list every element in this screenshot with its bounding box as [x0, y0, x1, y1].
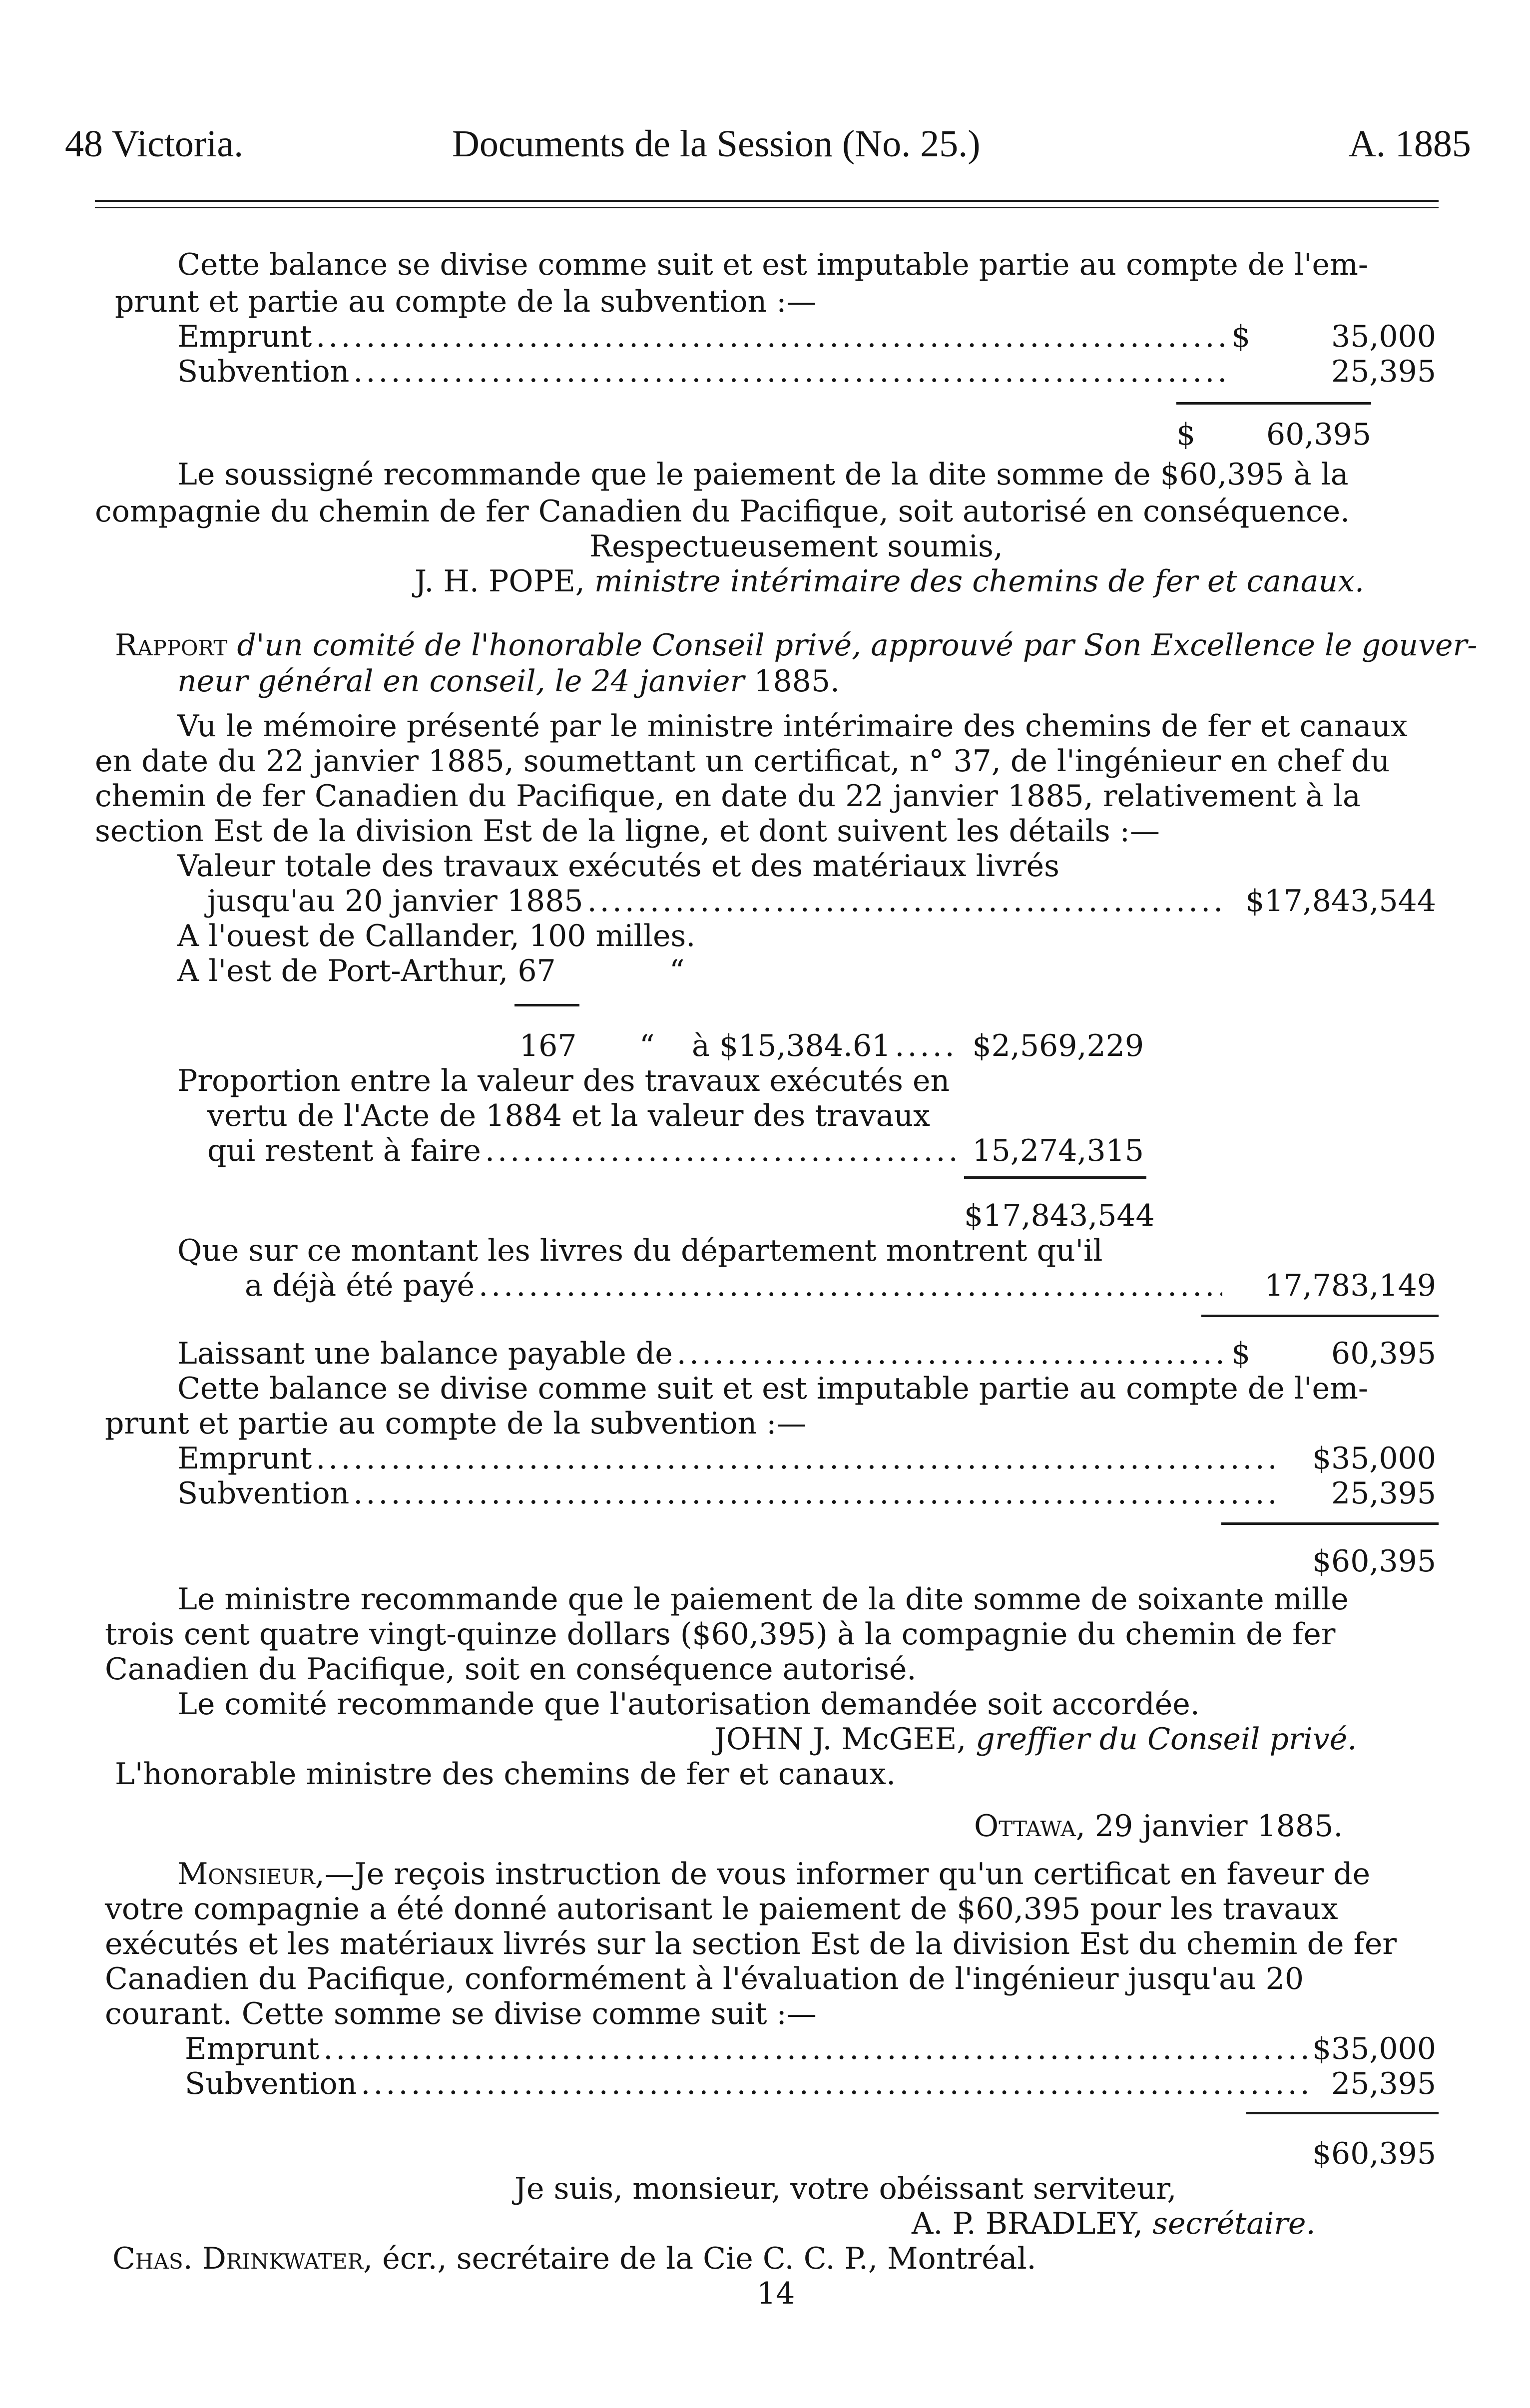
- header-rule-bottom: [95, 207, 1439, 208]
- leader-dots: [353, 357, 1227, 387]
- letter-emprunt-value: $35,000: [1312, 2031, 1436, 2066]
- letter-signer-title: secrétaire.: [1152, 2206, 1316, 2241]
- leader-dots: [677, 1339, 1227, 1369]
- reco-line-1: Le ministre recommande que le paiement de la dite somme de soixante mille: [177, 1582, 1349, 1617]
- restent-label: qui restent à faire: [207, 1133, 481, 1168]
- split-line2: prunt et partie au compte de la subvention :—: [105, 1406, 807, 1441]
- letter-signer: A. P. BRADLEY,: [912, 2206, 1143, 2241]
- letter-emprunt-row: [185, 2031, 1436, 2066]
- letter-subvention-label: Subvention: [185, 2066, 357, 2101]
- letter-emprunt-label: Emprunt: [185, 2031, 320, 2066]
- que-line1: Que sur ce montant les livres du département montrent qu'il: [177, 1233, 1103, 1268]
- memo-signer: JOHN J. McGEE,: [714, 1722, 967, 1757]
- letter-recipient-name: Chas. Drinkwater,: [112, 2241, 373, 2276]
- est-ditto: “: [669, 954, 685, 988]
- letter-recipient: [112, 2241, 1036, 2276]
- ouest-line: A l'ouest de Callander, 100 milles.: [177, 919, 696, 954]
- restent-row: [207, 1133, 1144, 1168]
- page-number: 14: [757, 2276, 795, 2311]
- balance-label: Laissant une balance payable de: [177, 1336, 673, 1371]
- paye-rule: [1201, 1315, 1439, 1317]
- paye-value: 17,783,149: [1264, 1268, 1436, 1303]
- p1-subvention-row: [177, 354, 1436, 389]
- rapport-lead: Rapport: [115, 628, 228, 663]
- paye-row: [245, 1268, 1436, 1303]
- header-left: 48 Victoria.: [65, 123, 244, 165]
- paye-label: a déjà été payé: [245, 1268, 475, 1303]
- letter-subvention-row: [185, 2066, 1436, 2101]
- p1-total-row: [1176, 417, 1371, 452]
- rapport-line2-year: 1885.: [754, 664, 840, 699]
- memo-total-rule: [1221, 1522, 1439, 1525]
- miles-ditto: “: [639, 1028, 655, 1063]
- reco-line-4: Le comité recommande que l'autorisation demandée soit accordée.: [177, 1687, 1200, 1722]
- memo-line-3: chemin de fer Canadien du Pacifique, en date du 22 janvier 1885, relativement à la: [95, 779, 1361, 814]
- leader-dots: [353, 1478, 1282, 1508]
- header-center: Documents de la Session (No. 25.): [452, 123, 981, 165]
- balance-row: [177, 1336, 1436, 1371]
- letter-place: Ottawa,: [974, 1809, 1085, 1844]
- proportion-line1: Proportion entre la valeur des travaux exécutés en: [177, 1063, 950, 1098]
- subtotal-value: $17,843,544: [964, 1198, 1155, 1233]
- letter-line1-rest: —Je reçois instruction de vous informer qu'un certificat en faveur de: [324, 1857, 1371, 1892]
- rapport-line1-rest: d'un comité de l'honorable Conseil privé, approuvé par Son Excellence le gouver-: [237, 628, 1478, 663]
- header-rule-top: [95, 200, 1439, 202]
- miles-total: 167: [519, 1028, 577, 1063]
- rate-label: à $15,384.61: [692, 1028, 891, 1063]
- p1-line2: prunt et partie au compte de la subvention :—: [115, 284, 817, 319]
- leader-dots: [316, 1444, 1282, 1473]
- p1-total-value: 60,395: [1266, 417, 1371, 452]
- leader-dots: [323, 2034, 1307, 2064]
- memo-line-4: section Est de la division Est de la ligne, et dont suivent les détails :—: [95, 814, 1160, 849]
- valeur-total: $17,843,544: [1245, 884, 1436, 919]
- p1-line1: Cette balance se divise comme suit et est imputable partie au compte de l'em-: [177, 247, 1369, 282]
- memo-signer-title: greffier du Conseil privé.: [976, 1722, 1357, 1757]
- valeur-row: [207, 884, 1436, 919]
- balance-currency: $: [1231, 1336, 1251, 1371]
- letter-subvention-value: 25,395: [1331, 2066, 1436, 2101]
- letter-line1: [177, 1857, 1371, 1892]
- p1-emprunt-row: [177, 319, 1436, 354]
- subtotal-rule: [964, 1176, 1146, 1179]
- reco-line-3: Canadien du Pacifique, soit en conséquence autorisé.: [105, 1652, 917, 1687]
- letter-recipient-rest: écr., secrétaire de la Cie C. C. P., Montréal.: [382, 2241, 1036, 2276]
- leader-dots: [316, 322, 1227, 352]
- rate-row: [692, 1028, 1144, 1063]
- split-line1: Cette balance se divise comme suit et est imputable partie au compte de l'em-: [177, 1371, 1369, 1406]
- letter-closing: Je suis, monsieur, votre obéissant serviteur,: [514, 2171, 1177, 2206]
- leader-dots: [361, 2069, 1307, 2099]
- p2-line2: compagnie du chemin de fer Canadien du Pacifique, soit autorisé en conséquence.: [95, 494, 1350, 529]
- letter-salutation: Monsieur,: [177, 1857, 325, 1892]
- letter-line-3: exécutés et les matériaux livrés sur la section Est de la division Est du chemin de fer: [105, 1926, 1397, 1961]
- proportion-line2: vertu de l'Acte de 1884 et la valeur des travaux: [207, 1098, 930, 1133]
- memo-subvention-row: [177, 1476, 1436, 1511]
- balance-value: 60,395: [1331, 1336, 1436, 1371]
- rapport-line1: [115, 628, 1478, 663]
- letter-date: 29 janvier 1885.: [1094, 1809, 1343, 1844]
- p1-emprunt-currency: $: [1231, 319, 1251, 354]
- memo-subvention-label: Subvention: [177, 1476, 350, 1511]
- letter-signature: [912, 2206, 1316, 2241]
- letter-line-5: courant. Cette somme se divise comme suit :—: [105, 1996, 817, 2031]
- p1-emprunt-value: 35,000: [1331, 319, 1436, 354]
- leader-dots: [485, 1136, 960, 1166]
- letter-total-rule: [1246, 2112, 1439, 2114]
- leader-dots: [587, 886, 1222, 916]
- p2-signer-title: ministre intérimaire des chemins de fer et canaux.: [594, 564, 1365, 599]
- memo-total-value: $60,395: [1312, 1544, 1436, 1579]
- memo-emprunt-row: [177, 1441, 1436, 1476]
- rate-value: $2,569,229: [972, 1028, 1144, 1063]
- header-right: A. 1885: [1349, 123, 1471, 165]
- p2-closing: Respectueusement soumis,: [589, 529, 1003, 564]
- rapport-line2-text: neur général en conseil, le 24 janvier: [177, 664, 745, 699]
- reco-line-2: trois cent quatre vingt-quinze dollars ($60,395) à la compagnie du chemin de fer: [105, 1617, 1336, 1652]
- p1-subvention-value: 25,395: [1331, 354, 1436, 389]
- memo-line-2: en date du 22 janvier 1885, soumettant un certificat, n° 37, de l'ingénieur en chef du: [95, 744, 1390, 779]
- miles-rule: [514, 1004, 579, 1006]
- restent-value: 15,274,315: [972, 1133, 1144, 1168]
- p2-signature: [415, 564, 1365, 599]
- memo-line-1: Vu le mémoire présenté par le ministre intérimaire des chemins de fer et canaux: [177, 709, 1408, 744]
- p1-emprunt-label: Emprunt: [177, 319, 312, 354]
- letter-line-4: Canadien du Pacifique, conformément à l'évaluation de l'ingénieur jusqu'au 20: [105, 1961, 1304, 1996]
- p1-subvention-label: Subvention: [177, 354, 350, 389]
- letter-line-2: votre compagnie a été donné autorisant le paiement de $60,395 pour les travaux: [105, 1892, 1338, 1926]
- letter-total-value: $60,395: [1312, 2136, 1436, 2171]
- leader-dots: [895, 1031, 960, 1061]
- memo-subvention-value: 25,395: [1331, 1476, 1436, 1511]
- p1-total-rule: [1176, 402, 1371, 405]
- leader-dots: [479, 1271, 1222, 1301]
- valeur-line1: Valeur totale des travaux exécutés et des matériaux livrés: [177, 849, 1059, 884]
- letter-dateline: [974, 1809, 1343, 1844]
- p2-line1: Le soussigné recommande que le paiement de la dite somme de $60,395 à la: [177, 457, 1349, 492]
- p1-total-currency: $: [1176, 417, 1196, 452]
- memo-emprunt-value: $35,000: [1312, 1441, 1436, 1476]
- est-line: A l'est de Port-Arthur, 67: [177, 954, 556, 988]
- rapport-line2: [177, 664, 840, 699]
- memo-signature: [714, 1722, 1357, 1757]
- p2-signer: J. H. POPE,: [415, 564, 585, 599]
- memo-address: L'honorable ministre des chemins de fer et canaux.: [115, 1757, 896, 1792]
- valeur-label: jusqu'au 20 janvier 1885: [207, 884, 583, 919]
- memo-emprunt-label: Emprunt: [177, 1441, 312, 1476]
